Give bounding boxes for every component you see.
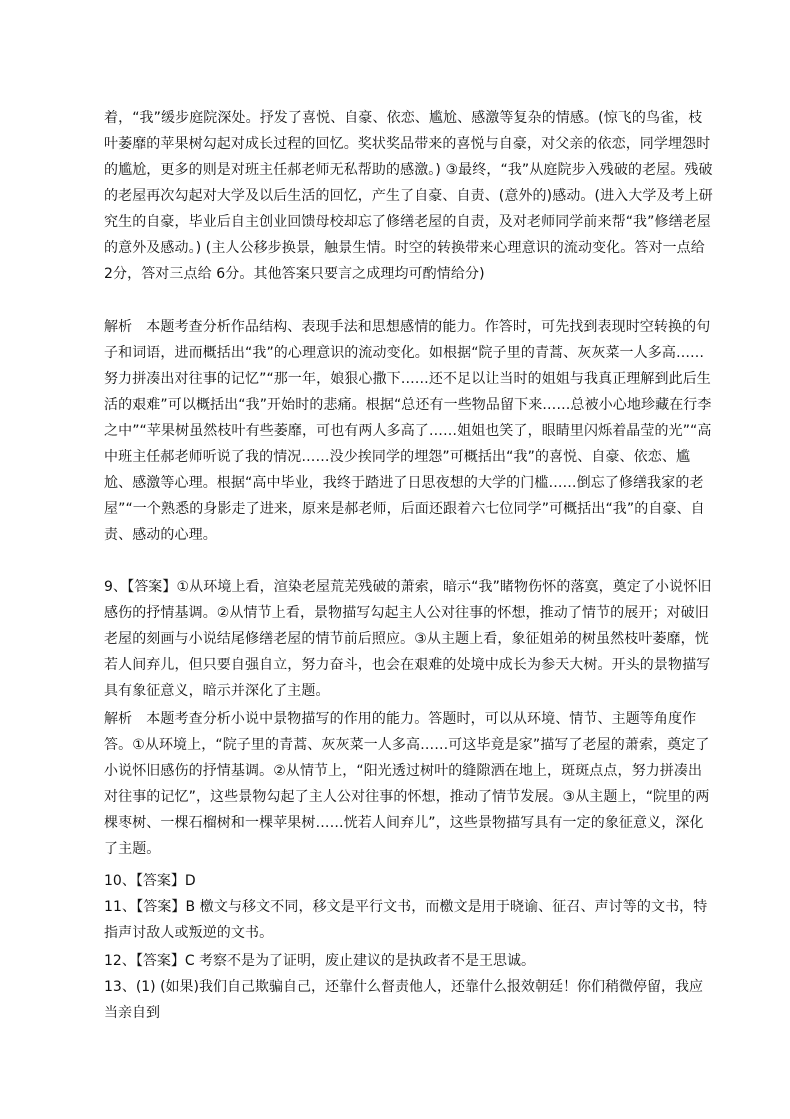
answer-10: 10、【答案】D — [104, 873, 196, 889]
answer-12: 12、【答案】C 考察不是为了证明，废止建议的是执政者不是王思诚。 — [104, 953, 536, 969]
answer-13: 13、(1) (如果)我们自己欺骗自己，还靠什么督责他人，还靠什么报效朝廷！你们稍微停留，我应当亲自到 — [104, 979, 704, 1021]
answer-11: 11、【答案】B 檄文与移文不同，移文是平行文书，而檄文是用于晓谕、征召、声讨等的文书，特指声讨敌人或叛逆的文书。 — [104, 899, 708, 941]
analysis-8 — [104, 314, 714, 548]
analysis-9: 解析 本题考查分析小说中景物描写的作用的能力。答题时，可以从环境、情节、主题等角度作答。①从环境上，“院子里的青蒿、灰灰菜一人多高……可这毕竟是家”描写了老屋的萧索，奠定了小说怀旧感伤的抒情基调。②从情节上，“阳光透过树叶的缝隙洒在地上，斑斑点点，努力拼凑出对往事的记忆”，这些景物勾起了主人公对往事的怀想，推动了情节发展。③从主题上，“院里的两棵枣树、一棵石榴树和一棵苹果树……恍若人间弃儿”，这些景物描写具有一定的象征意义，深化了主题。 — [104, 711, 710, 857]
analysis-8-text: 解析 本题考查分析作品结构、表现手法和思想感情的能力。作答时，可先找到表现时空转换的句子和词语，进而概括出“我”的心理意识的流动变化。如根据“院子里的青蒿、灰灰菜一人多高……努力拼凑出对往事的记忆”“那一年，娘狠心撒下……还不足以让当时的姐姐与我真正理解到此后生活的艰难”可以概括出“我”开始时的悲痛。根据“总还有一些物品留下来……总被小心地珍藏在行李之中”“苹果树虽然枝叶有些萎靡，可也有两人多高了……姐姐也笑了，眼睛里闪烁着晶莹的光”“高中班主任郝老师听说了我的情况……没少挨同学的埋怨”可概括出“我”的喜悦、自豪、依恋、尴尬、感激等心理。根据“高中毕业，我终于踏进了日思夜想的大学的门槛……倒忘了修缮我家的老屋”“一个熟悉的身影走了进来，原来是郝老师，后面还跟着六七位同学”可概括出“我”的自豪、自责、感动的心理。 — [104, 319, 712, 543]
answer-9: 9、【答案】①从环境上看，渲染老屋荒芜残破的萧索，暗示“我”睹物伤怀的落寞，奠定了小说怀旧感伤的抒情基调。②从情节上看，景物描写勾起主人公对往事的怀想，推动了情节的展开；对破旧老屋的刻画与小说结尾修缮老屋的情节前后照应。③从主题上看，象征姐弟的树虽然枝叶萎靡，恍若人间弃儿，但只要自强自立，努力奋斗，也会在艰难的处境中成长为参天大树。开头的景物描写具有象征意义，暗示并深化了主题。 — [104, 579, 712, 699]
answer-8-continuation: 着，“我”缓步庭院深处。抒发了喜悦、自豪、依恋、尴尬、感激等复杂的情感。(惊飞的鸟雀，枝叶萎靡的苹果树勾起对成长过程的回忆。奖状奖品带来的喜悦与自豪，对父亲的依恋，同学埋怨时的尴尬，更多的则是对班主任郝老师无私帮助的感激。) ③最终，“我”从庭院步入残破的老屋。残破的老屋再次勾起对大学及以后生活的回忆，产生了自豪、自责、(意外的)感动。(进入大学及考上研究生的自豪，毕业后自主创业回馈母校却忘了修缮老屋的自责，及对老师同学前来帮“我”修缮老屋的意外及感动。) (主人公移步换景，触景生情。时空的转换带来心理意识的流动变化。答对一点给 2分，答对三点给 6分。其他答案只要言之成理均可酌情给分) — [104, 110, 713, 282]
